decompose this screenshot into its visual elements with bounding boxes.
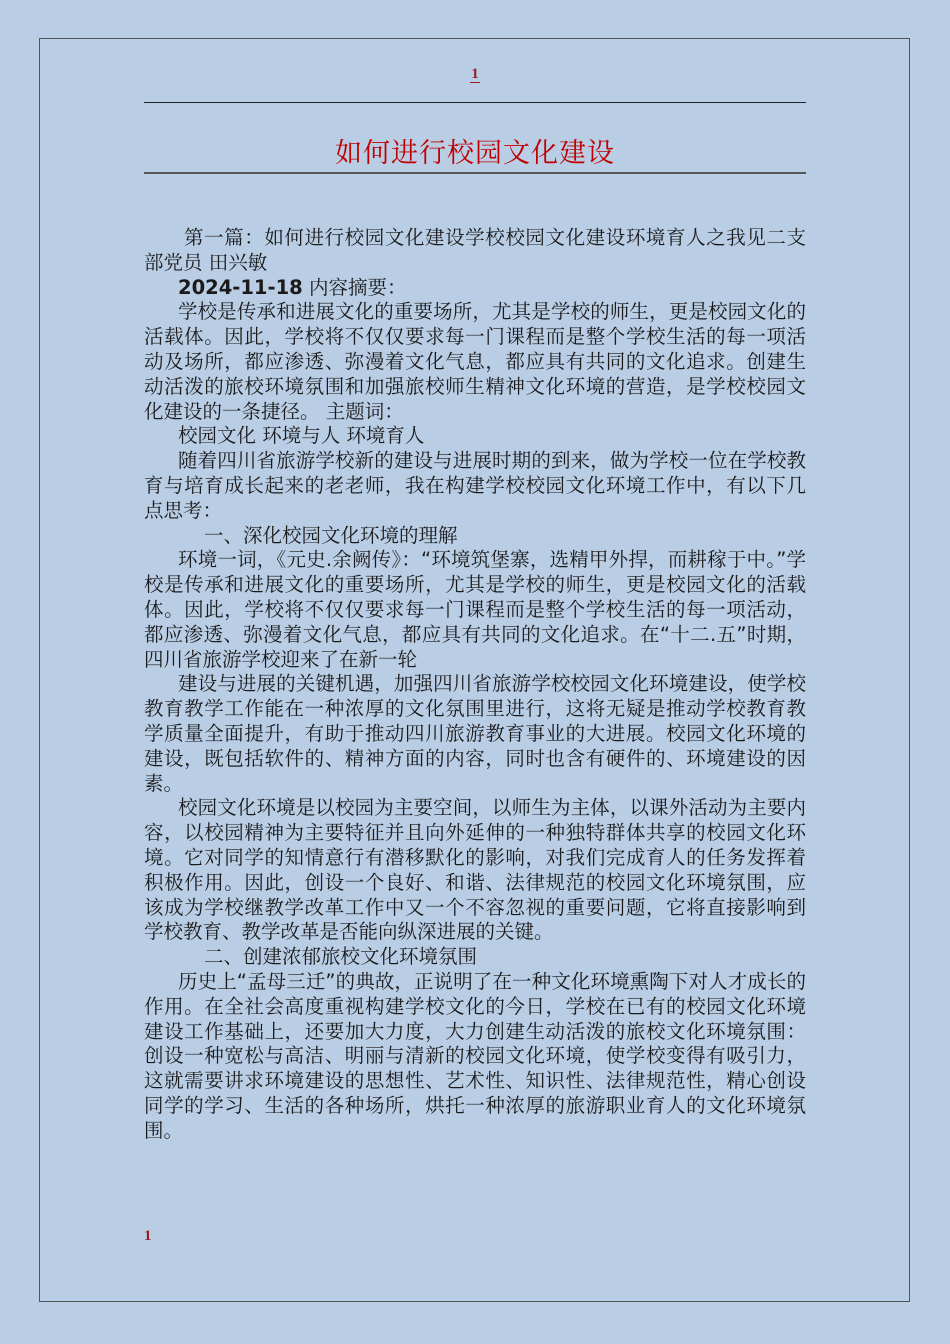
paragraph: 随着四川省旅游学校新的建设与进展时期的到来，做为学校一位在学校教育与培育成长起来的老老师，我在构建学校校园文化环境工作中，有以下几点思考：: [144, 449, 806, 522]
section-heading: 一、深化校园文化环境的理解: [204, 523, 458, 547]
section-heading: 二、创建浓郁旅校文化环境氛围: [204, 945, 478, 969]
keywords: 校园文化 环境与人 环境育人: [178, 424, 425, 448]
paragraph: 学校是传承和进展文化的重要场所，尤其是学校的师生，更是校园文化的活载体。因此，学校将不仅仅要求每一门课程而是整个学校生活的每一项活动及场所，都应渗透、弥漫着文化气息，都应具有共同的文化追求。创建生动活泼的旅校环境氛围和加强旅校师生精神文化环境的营造，是学校校园文化建设的一条捷径。 主题词：: [144, 300, 806, 423]
document-body: [144, 226, 806, 1143]
header-page-number: 1: [471, 66, 479, 82]
date: 2024-11-18: [178, 275, 303, 299]
paragraph-heading: 第一篇：如何进行校园文化建设学校校园文化建设环境育人之我见二支部党员 田兴敏: [144, 226, 806, 274]
abstract-label: 内容摘要：: [308, 275, 407, 299]
footer-page-number: 1: [144, 1228, 152, 1244]
paragraph: 环境一词，《元史.余阙传》：“环境筑堡寨，选精甲外捍，而耕稼于中。”学校是传承和进展文化的重要场所，尤其是学校的师生，更是校园文化的活载体。因此，学校将不仅仅要求每一门课程而是整个学校生活的每一项活动，都应渗透、弥漫着文化气息，都应具有共同的文化追求。在“十二.五”时期，四川省旅游学校迎来了在新一轮: [144, 548, 806, 671]
header-rule: [144, 102, 806, 103]
document-title: 如何进行校园文化建设: [335, 138, 615, 169]
paragraph: 历史上“孟母三迁”的典故，正说明了在一种文化环境熏陶下对人才成长的作用。在全社会高度重视构建学校文化的今日，学校在已有的校园文化环境建设工作基础上，还要加大力度，大力创建生动活泼的旅校文化环境氛围：创设一种宽松与高洁、明丽与清新的校园文化环境，使学校变得有吸引力，这就需要讲求环境建设的思想性、艺术性、知识性、法律规范性，精心创设同学的学习、生活的各种场所，烘托一种浓厚的旅游职业育人的文化环境氛围。: [144, 969, 806, 1142]
title-rule: [144, 172, 806, 174]
date-line: [144, 276, 806, 301]
paragraph: 校园文化环境是以校园为主要空间，以师生为主体，以课外活动为主要内容，以校园精神为主要特征并且向外延伸的一种独特群体共享的校园文化环境。它对同学的知情意行有潜移默化的影响，对我们完成育人的任务发挥着积极作用。因此，创设一个良好、和谐、法律规范的校园文化环境氛围，应该成为学校继教学改革工作中又一个不容忽视的重要问题，它将直接影响到学校教育、教学改革是否能向纵深进展的关键。: [144, 796, 806, 944]
paragraph: 建设与进展的关键机遇，加强四川省旅游学校校园文化环境建设，使学校教育教学工作能在一种浓厚的文化氛围里进行，这将无疑是推动学校教育教学质量全面提升，有助于推动四川旅游教育事业的大进展。校园文化环境的建设，既包括软件的、精神方面的内容，同时也含有硬件的、环境建设的因素。: [144, 672, 806, 795]
